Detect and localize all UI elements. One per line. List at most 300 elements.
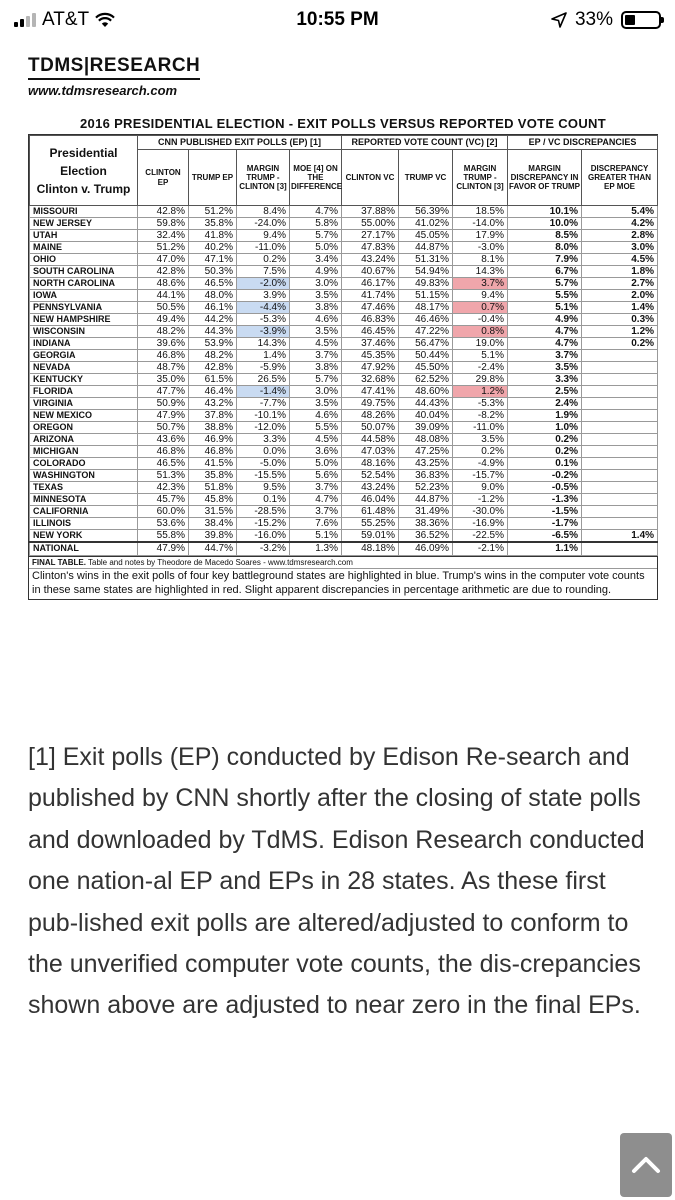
table-cell: -16.0% [237, 530, 290, 543]
table-cell: 48.0% [189, 290, 237, 302]
table-cell: -14.0% [453, 218, 508, 230]
table-cell: 3.5% [508, 362, 582, 374]
table-cell [582, 350, 658, 362]
group-header-ep: CNN PUBLISHED EXIT POLLS (EP) [1] [138, 136, 342, 150]
state-cell: ARIZONA [30, 434, 138, 446]
table-cell: -2.1% [453, 542, 508, 555]
table-cell: 3.7% [290, 350, 342, 362]
table-cell: 3.7% [508, 350, 582, 362]
table-cell: -0.5% [508, 482, 582, 494]
table-cell: 5.1% [290, 530, 342, 543]
table-cell: 48.7% [138, 362, 189, 374]
table-cell: -4.9% [453, 458, 508, 470]
table-cell: 50.3% [189, 266, 237, 278]
table-cell: 59.01% [342, 530, 399, 543]
table-cell: 4.9% [508, 314, 582, 326]
table-row [30, 518, 658, 530]
table-row [30, 374, 658, 386]
table-cell: 46.4% [189, 386, 237, 398]
table-cell: 44.2% [189, 314, 237, 326]
state-cell: UTAH [30, 230, 138, 242]
table-cell: 43.2% [189, 398, 237, 410]
table-cell: 4.5% [290, 434, 342, 446]
table-cell: 42.8% [138, 266, 189, 278]
state-cell: COLORADO [30, 458, 138, 470]
table-cell: 0.1% [508, 458, 582, 470]
table-cell: 38.4% [189, 518, 237, 530]
table-cell: 55.25% [342, 518, 399, 530]
table-cell: 8.1% [453, 254, 508, 266]
table-cell: 5.4% [582, 206, 658, 218]
table-row [30, 218, 658, 230]
table-cell: -3.0% [453, 242, 508, 254]
table-cell: -5.9% [237, 362, 290, 374]
table-row [30, 350, 658, 362]
state-cell: NEW JERSEY [30, 218, 138, 230]
state-cell: PENNSYLVANIA [30, 302, 138, 314]
table-cell: 62.52% [399, 374, 453, 386]
final-table-credit: FINAL TABLE. Table and notes by Theodore de Macedo Soares - www.tdmsresearch.com [29, 556, 657, 568]
state-cell: NEW YORK [30, 530, 138, 543]
table-cell: 47.1% [189, 254, 237, 266]
column-header: MOE [4] ON THE DIFFERENCE [290, 150, 342, 206]
scroll-to-top-button[interactable] [620, 1133, 672, 1197]
table-cell: 1.2% [582, 326, 658, 338]
table-cell: 9.4% [453, 290, 508, 302]
table-cell: 54.94% [399, 266, 453, 278]
table-cell: 41.8% [189, 230, 237, 242]
brand-header [28, 55, 200, 98]
table-cell: -30.0% [453, 506, 508, 518]
national-row [30, 542, 658, 555]
table-cell: 43.24% [342, 254, 399, 266]
table-cell: 3.0% [290, 278, 342, 290]
battery-icon [621, 11, 661, 29]
state-cell: GEORGIA [30, 350, 138, 362]
table-cell: 50.07% [342, 422, 399, 434]
table-cell: 3.3% [237, 434, 290, 446]
table-cell: 47.03% [342, 446, 399, 458]
table-cell: -8.2% [453, 410, 508, 422]
table-cell [582, 362, 658, 374]
table-cell: 44.87% [399, 494, 453, 506]
table-cell: -5.3% [237, 314, 290, 326]
table-cell [582, 494, 658, 506]
group-header-discrepancy: EP / VC DISCREPANCIES [508, 136, 658, 150]
table-cell: -7.7% [237, 398, 290, 410]
table-cell: 48.26% [342, 410, 399, 422]
table-row [30, 530, 658, 543]
table-cell: -10.1% [237, 410, 290, 422]
table-cell: 1.4% [237, 350, 290, 362]
column-header: CLINTON VC [342, 150, 399, 206]
table-cell: 41.02% [399, 218, 453, 230]
table-cell: 4.9% [290, 266, 342, 278]
table-cell: 50.5% [138, 302, 189, 314]
table-cell: 44.87% [399, 242, 453, 254]
table-cell: 1.0% [508, 422, 582, 434]
results-table-image [28, 134, 658, 600]
table-cell: 0.2% [508, 446, 582, 458]
table-cell: 32.68% [342, 374, 399, 386]
table-cell: 26.5% [237, 374, 290, 386]
table-cell: 48.08% [399, 434, 453, 446]
table-cell: 55.8% [138, 530, 189, 543]
table-cell: 47.25% [399, 446, 453, 458]
table-cell: 38.36% [399, 518, 453, 530]
table-cell: 43.24% [342, 482, 399, 494]
table-cell: 35.8% [189, 218, 237, 230]
table-cell: 51.8% [189, 482, 237, 494]
table-row [30, 422, 658, 434]
table-cell: 1.4% [582, 302, 658, 314]
carrier-label: AT&T [42, 9, 90, 30]
table-cell: 8.0% [508, 242, 582, 254]
table-cell: 44.7% [189, 542, 237, 555]
table-cell: 3.9% [237, 290, 290, 302]
table-cell: 1.2% [453, 386, 508, 398]
table-cell: 46.5% [189, 278, 237, 290]
table-cell: 10.0% [508, 218, 582, 230]
table-cell: 35.0% [138, 374, 189, 386]
table-cell: 47.9% [138, 410, 189, 422]
table-cell: 47.0% [138, 254, 189, 266]
table-cell: 44.1% [138, 290, 189, 302]
column-header: MARGIN TRUMP - CLINTON [3] [237, 150, 290, 206]
table-cell: 48.18% [342, 542, 399, 555]
table-cell: 4.7% [508, 326, 582, 338]
table-cell: 29.8% [453, 374, 508, 386]
table-cell: 0.2% [453, 446, 508, 458]
table-cell: 1.9% [508, 410, 582, 422]
table-cell: 5.5% [290, 422, 342, 434]
group-header-vc: REPORTED VOTE COUNT (VC) [2] [342, 136, 508, 150]
table-cell: 4.7% [508, 338, 582, 350]
table-cell: 46.09% [399, 542, 453, 555]
table-cell: 2.8% [582, 230, 658, 242]
table-cell [582, 386, 658, 398]
table-cell: 5.6% [290, 470, 342, 482]
table-cell: 3.8% [290, 302, 342, 314]
table-cell: 42.8% [189, 362, 237, 374]
state-cell: OREGON [30, 422, 138, 434]
table-cell: 32.4% [138, 230, 189, 242]
table-row [30, 506, 658, 518]
table-cell [582, 434, 658, 446]
table-cell: 0.2% [508, 434, 582, 446]
column-header: CLINTON EP [138, 150, 189, 206]
state-cell: SOUTH CAROLINA [30, 266, 138, 278]
table-cell: 17.9% [453, 230, 508, 242]
table-cell [582, 446, 658, 458]
table-cell: 45.8% [189, 494, 237, 506]
table-cell: 48.6% [138, 278, 189, 290]
table-cell: 8.5% [508, 230, 582, 242]
table-cell: 27.17% [342, 230, 399, 242]
table-cell: 51.2% [138, 242, 189, 254]
table-cell: -1.3% [508, 494, 582, 506]
table-cell: 47.22% [399, 326, 453, 338]
table-cell: -24.0% [237, 218, 290, 230]
table-cell: 3.5% [453, 434, 508, 446]
table-cell: 5.0% [290, 458, 342, 470]
table-cell: 61.5% [189, 374, 237, 386]
table-cell: 42.8% [138, 206, 189, 218]
table-cell: -1.2% [453, 494, 508, 506]
table-cell: 3.6% [290, 446, 342, 458]
table-cell: 41.5% [189, 458, 237, 470]
state-cell: NEVADA [30, 362, 138, 374]
table-cell: 50.44% [399, 350, 453, 362]
table-row [30, 278, 658, 290]
table-row [30, 398, 658, 410]
table-cell: 47.83% [342, 242, 399, 254]
table-cell: 5.5% [508, 290, 582, 302]
table-row [30, 410, 658, 422]
table-row [30, 494, 658, 506]
table-cell: -11.0% [453, 422, 508, 434]
table-cell: -0.4% [453, 314, 508, 326]
table-cell: -2.0% [237, 278, 290, 290]
table-cell: 39.09% [399, 422, 453, 434]
table-cell: 3.5% [290, 290, 342, 302]
table-cell: 40.2% [189, 242, 237, 254]
table-cell: 49.75% [342, 398, 399, 410]
table-cell: -5.3% [453, 398, 508, 410]
table-cell [582, 374, 658, 386]
table-cell: -28.5% [237, 506, 290, 518]
table-cell: 4.7% [290, 206, 342, 218]
table-cell: 48.16% [342, 458, 399, 470]
table-cell: -0.2% [508, 470, 582, 482]
table-cell: 10.1% [508, 206, 582, 218]
table-row [30, 338, 658, 350]
state-cell: NORTH CAROLINA [30, 278, 138, 290]
table-cell: -22.5% [453, 530, 508, 543]
table-cell: 46.8% [138, 446, 189, 458]
table-cell: 47.9% [138, 542, 189, 555]
state-cell: MICHIGAN [30, 446, 138, 458]
results-table [29, 135, 658, 556]
table-row [30, 482, 658, 494]
table-cell: 31.49% [399, 506, 453, 518]
table-cell: 61.48% [342, 506, 399, 518]
state-cell: KENTUCKY [30, 374, 138, 386]
table-row [30, 206, 658, 218]
table-note: Clinton's wins in the exit polls of four key battleground states are highlighted in blue. Trump's wins in the computer vote counts in these same states are highlighted in red. Slight apparent discrepancies in percentage arithmetic are due to rounding. [29, 568, 657, 599]
table-cell: 51.15% [399, 290, 453, 302]
state-cell: TEXAS [30, 482, 138, 494]
state-cell: NEW MEXICO [30, 410, 138, 422]
clock: 10:55 PM [296, 9, 379, 30]
table-cell: 60.0% [138, 506, 189, 518]
state-cell: MISSOURI [30, 206, 138, 218]
table-cell: 46.5% [138, 458, 189, 470]
table-cell: 0.2% [237, 254, 290, 266]
table-cell: 0.1% [237, 494, 290, 506]
table-cell: 4.5% [290, 338, 342, 350]
table-cell: 49.83% [399, 278, 453, 290]
table-cell: 49.4% [138, 314, 189, 326]
column-header: MARGIN DISCREPANCY IN FAVOR OF TRUMP [508, 150, 582, 206]
battery-percent: 33% [574, 9, 613, 30]
table-cell: 4.2% [582, 218, 658, 230]
state-cell: INDIANA [30, 338, 138, 350]
table-cell: 5.7% [508, 278, 582, 290]
table-cell: 9.0% [453, 482, 508, 494]
table-cell: 1.4% [582, 530, 658, 543]
table-cell: 46.9% [189, 434, 237, 446]
table-cell: 3.5% [290, 326, 342, 338]
table-cell: 39.8% [189, 530, 237, 543]
table-cell: 45.7% [138, 494, 189, 506]
state-cell: MAINE [30, 242, 138, 254]
table-cell: -1.7% [508, 518, 582, 530]
table-cell: 50.7% [138, 422, 189, 434]
table-row [30, 242, 658, 254]
table-cell: 5.1% [508, 302, 582, 314]
table-cell: 38.8% [189, 422, 237, 434]
table-cell: 52.23% [399, 482, 453, 494]
table-cell: -16.9% [453, 518, 508, 530]
table-cell: 48.2% [189, 350, 237, 362]
table-cell: 36.52% [399, 530, 453, 543]
table-cell: 2.5% [508, 386, 582, 398]
table-cell: 3.7% [290, 506, 342, 518]
table-row [30, 434, 658, 446]
table-cell: -4.4% [237, 302, 290, 314]
table-cell: 14.3% [237, 338, 290, 350]
table-cell: 0.2% [582, 338, 658, 350]
table-cell: 46.46% [399, 314, 453, 326]
table-cell: -5.0% [237, 458, 290, 470]
table-cell: 5.7% [290, 374, 342, 386]
table-cell: 1.8% [582, 266, 658, 278]
table-cell: 0.8% [453, 326, 508, 338]
table-row [30, 266, 658, 278]
table-cell: 3.0% [290, 386, 342, 398]
table-cell: 7.5% [237, 266, 290, 278]
table-cell: 40.67% [342, 266, 399, 278]
state-cell: ILLINOIS [30, 518, 138, 530]
table-cell: -15.5% [237, 470, 290, 482]
table-cell: 50.9% [138, 398, 189, 410]
table-cell [582, 398, 658, 410]
table-cell: 0.3% [582, 314, 658, 326]
table-cell [582, 410, 658, 422]
table-cell: 4.5% [582, 254, 658, 266]
table-cell: -2.4% [453, 362, 508, 374]
table-cell: 48.2% [138, 326, 189, 338]
table-cell: 8.4% [237, 206, 290, 218]
table-cell: 36.83% [399, 470, 453, 482]
table-cell [582, 458, 658, 470]
table-cell: 53.9% [189, 338, 237, 350]
table-cell: -15.7% [453, 470, 508, 482]
table-cell: 47.92% [342, 362, 399, 374]
corner-header: Presidential Election Clinton v. Trump [30, 136, 138, 206]
table-row [30, 446, 658, 458]
table-cell: -3.9% [237, 326, 290, 338]
table-cell: 3.0% [582, 242, 658, 254]
table-cell: 46.8% [189, 446, 237, 458]
table-cell: 31.5% [189, 506, 237, 518]
table-cell: 40.04% [399, 410, 453, 422]
table-cell: 7.9% [508, 254, 582, 266]
table-cell: 9.5% [237, 482, 290, 494]
table-cell: 3.4% [290, 254, 342, 266]
table-cell: 46.1% [189, 302, 237, 314]
table-cell: -12.0% [237, 422, 290, 434]
state-cell: CALIFORNIA [30, 506, 138, 518]
table-cell [582, 470, 658, 482]
table-cell [582, 422, 658, 434]
table-cell: 4.6% [290, 410, 342, 422]
table-cell: 3.7% [290, 482, 342, 494]
location-arrow-icon [551, 12, 567, 28]
table-cell: 5.7% [290, 230, 342, 242]
table-cell: 46.17% [342, 278, 399, 290]
table-cell: 9.4% [237, 230, 290, 242]
table-cell: 46.45% [342, 326, 399, 338]
column-header: TRUMP EP [189, 150, 237, 206]
table-cell: -1.5% [508, 506, 582, 518]
table-cell: 3.5% [290, 398, 342, 410]
table-cell: 41.74% [342, 290, 399, 302]
state-cell: WASHINGTON [30, 470, 138, 482]
table-cell: 44.43% [399, 398, 453, 410]
table-cell: 42.3% [138, 482, 189, 494]
table-cell [582, 506, 658, 518]
table-row [30, 470, 658, 482]
table-cell: 51.2% [189, 206, 237, 218]
table-cell: 51.31% [399, 254, 453, 266]
table-cell: 47.7% [138, 386, 189, 398]
table-row [30, 314, 658, 326]
table-cell: 56.39% [399, 206, 453, 218]
table-cell [582, 482, 658, 494]
table-cell: 5.8% [290, 218, 342, 230]
table-cell: 44.58% [342, 434, 399, 446]
table-row [30, 362, 658, 374]
table-cell: 7.6% [290, 518, 342, 530]
table-cell: 47.46% [342, 302, 399, 314]
state-cell: MINNESOTA [30, 494, 138, 506]
table-cell: 44.3% [189, 326, 237, 338]
table-row [30, 230, 658, 242]
column-header: MARGIN TRUMP - CLINTON [3] [453, 150, 508, 206]
table-cell: 1.3% [290, 542, 342, 555]
state-cell: VIRGINIA [30, 398, 138, 410]
brand-title: TDMS|RESEARCH [28, 55, 200, 80]
table-cell: -6.5% [508, 530, 582, 543]
table-row [30, 302, 658, 314]
table-cell: 37.46% [342, 338, 399, 350]
table-cell: 3.8% [290, 362, 342, 374]
table-cell: 3.3% [508, 374, 582, 386]
table-cell: 5.0% [290, 242, 342, 254]
table-cell: 18.5% [453, 206, 508, 218]
state-cell: NEW HAMPSHIRE [30, 314, 138, 326]
table-cell: 48.17% [399, 302, 453, 314]
table-cell: 0.0% [237, 446, 290, 458]
table-cell: 46.8% [138, 350, 189, 362]
table-cell: 59.8% [138, 218, 189, 230]
table-cell: 37.8% [189, 410, 237, 422]
table-title: 2016 PRESIDENTIAL ELECTION - EXIT POLLS VERSUS REPORTED VOTE COUNT [80, 116, 606, 131]
table-cell: 56.47% [399, 338, 453, 350]
table-cell: 48.60% [399, 386, 453, 398]
